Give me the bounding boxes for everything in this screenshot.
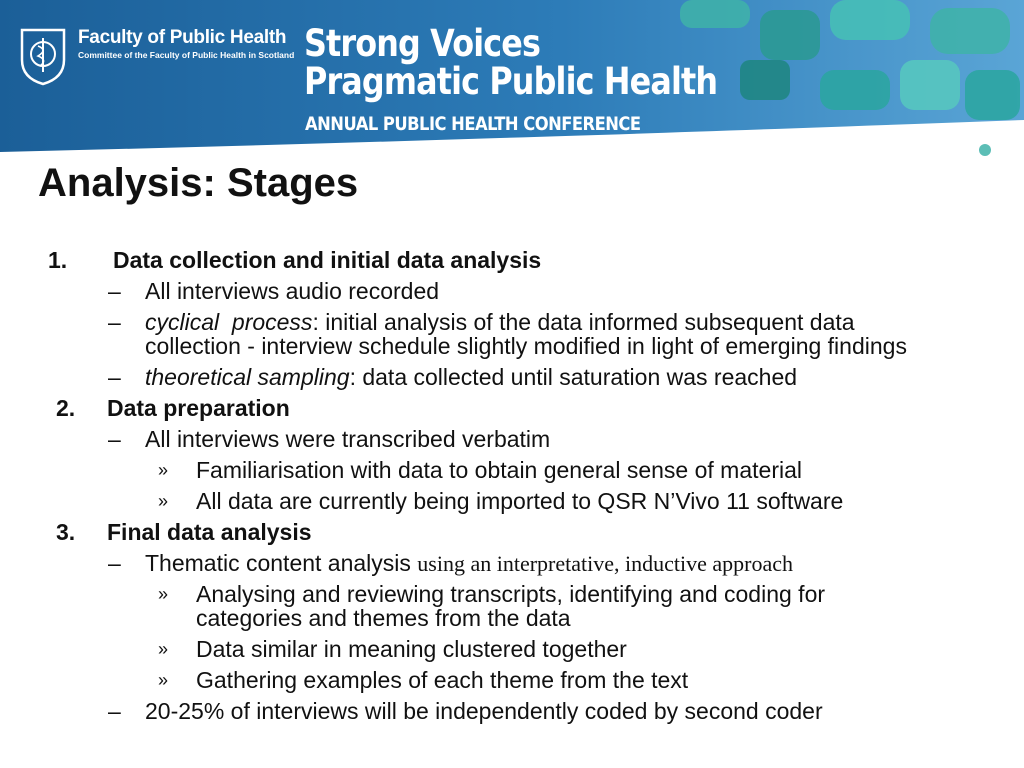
list-item: Familiarisation with data to obtain general sense of material: [196, 457, 802, 483]
conference-title-line2: Pragmatic Public Health: [304, 60, 718, 103]
bullet-chevron: »: [158, 491, 169, 511]
bullet-chevron: »: [158, 639, 169, 659]
slide-title: Analysis: Stages: [38, 161, 359, 205]
bullet-dash: –: [108, 426, 121, 452]
section-number: 3.: [56, 519, 76, 545]
list-item: Data similar in meaning clustered together: [196, 636, 627, 662]
list-item-continuation: categories and themes from the data: [196, 605, 571, 631]
list-item: cyclical process: initial analysis of the data informed subsequent data: [145, 309, 855, 335]
bullet-dash: –: [108, 364, 121, 390]
bullet-dash: –: [108, 278, 121, 304]
bullet-chevron: »: [158, 460, 169, 480]
list-item: Analysing and reviewing transcripts, identifying and coding for: [196, 581, 826, 607]
italic-term: cyclical process: [145, 309, 313, 335]
list-item: All interviews audio recorded: [145, 278, 440, 304]
list-item: All interviews were transcribed verbatim: [145, 426, 551, 452]
bullet-chevron: »: [158, 670, 169, 690]
list-item: 20-25% of interviews will be independently coded by second coder: [145, 698, 823, 724]
section-heading: Data collection and initial data analysis: [113, 247, 542, 273]
bullet-chevron: »: [158, 584, 169, 604]
italic-term: theoretical sampling: [145, 364, 350, 390]
list-item: Thematic content analysis using an interpretative, inductive approach: [145, 550, 793, 576]
crest-icon: [18, 26, 68, 86]
serif-phrase: using an interpretative, inductive approach: [417, 551, 793, 576]
conference-subtitle: ANNUAL PUBLIC HEALTH CONFERENCE: [305, 113, 641, 135]
org-subtitle: Committee of the Faculty of Public Health in Scotland: [78, 50, 295, 60]
list-item: Gathering examples of each theme from the text: [196, 667, 689, 693]
list-item: theoretical sampling: data collected until saturation was reached: [145, 364, 798, 390]
section-number: 2.: [56, 395, 76, 421]
list-item-continuation: collection - interview schedule slightly modified in light of emerging findings: [145, 333, 907, 359]
bullet-dash: –: [108, 309, 121, 335]
org-name: Faculty of Public Health: [78, 27, 287, 48]
conference-title-line1: Strong Voices: [304, 22, 541, 65]
bullet-dash: –: [108, 698, 121, 724]
conference-banner: [0, 0, 1024, 158]
bullet-dash: –: [108, 550, 121, 576]
list-item: All data are currently being imported to QSR N’Vivo 11 software: [196, 488, 844, 514]
section-heading: Data preparation: [107, 395, 290, 421]
section-heading: Final data analysis: [107, 519, 312, 545]
